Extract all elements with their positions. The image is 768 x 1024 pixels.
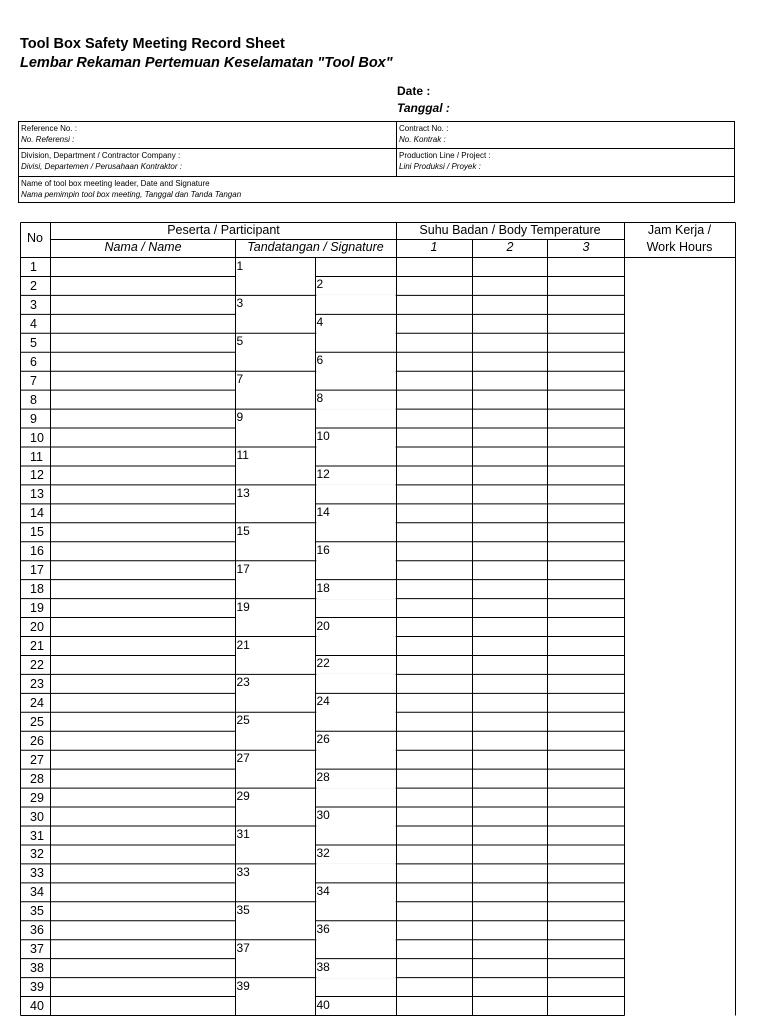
signature-slot-number: 23 <box>236 675 250 690</box>
signature-slot-number: 38 <box>316 959 330 974</box>
signature-slot-number: 15 <box>236 523 250 538</box>
signature-slot-number: 21 <box>236 637 250 652</box>
row-number: 17 <box>30 563 44 578</box>
row-number: 19 <box>30 601 44 616</box>
reference-label: Reference No. : <box>21 124 78 133</box>
row-number: 11 <box>30 449 43 464</box>
row-number: 35 <box>30 904 44 919</box>
signature-slot-number: 19 <box>236 599 250 614</box>
signature-slot-number: 8 <box>316 391 324 406</box>
signature-slot-number: 20 <box>316 618 330 633</box>
signature-slot-number: 11 <box>236 448 249 462</box>
signature-slot-number: 13 <box>236 485 250 500</box>
signature-slot-number: 17 <box>236 561 250 576</box>
row-number: 7 <box>30 373 37 388</box>
row-number: 27 <box>30 752 44 767</box>
name-header: Nama / Name <box>104 240 182 254</box>
signature-slot-number: 9 <box>236 410 244 425</box>
row-number: 37 <box>30 942 44 957</box>
contract-label: Contract No. : <box>399 124 449 133</box>
signature-slot-number: 30 <box>316 808 330 823</box>
row-number: 39 <box>30 980 44 995</box>
signature-slot-number: 36 <box>316 921 330 936</box>
row-number: 12 <box>30 468 44 483</box>
row-number: 4 <box>30 316 37 331</box>
tanggal-label: Tanggal : <box>397 101 450 115</box>
row-number: 32 <box>30 847 44 862</box>
signature-slot-number: 10 <box>316 429 330 444</box>
leader-label: Name of tool box meeting leader, Date and Signature <box>21 179 210 188</box>
row-number: 30 <box>30 809 44 824</box>
row-number: 8 <box>30 392 37 407</box>
division-field[interactable] <box>19 149 184 176</box>
signature-slot-number: 25 <box>236 713 250 728</box>
participant-header: Peserta / Participant <box>167 223 280 237</box>
row-number: 14 <box>30 506 44 521</box>
division-label-id: Divisi, Departemen / Perusahaan Kontraktor : <box>21 162 182 171</box>
signature-slot-number: 12 <box>316 466 330 481</box>
row-number: 18 <box>30 582 44 597</box>
row-number: 24 <box>30 695 44 710</box>
row-number: 10 <box>30 430 44 445</box>
signature-slot-number: 37 <box>236 940 250 955</box>
leader-label-id: Nama pemimpin tool box meeting, Tanggal dan Tanda Tangan <box>21 190 242 199</box>
signature-slot-number: 40 <box>316 997 330 1012</box>
signature-slot-number: 29 <box>236 789 250 804</box>
temp-col-3-header: 3 <box>582 240 590 254</box>
production-label: Production Line / Project : <box>399 151 491 160</box>
no-header: No <box>27 231 43 245</box>
row-number: 2 <box>30 278 37 293</box>
work-hours-header-line2: Work Hours <box>646 240 713 254</box>
signature-slot-number: 1 <box>236 258 244 273</box>
division-label: Division, Department / Contractor Company : <box>21 151 181 160</box>
info-box <box>18 121 735 203</box>
signature-slot-number: 14 <box>316 504 330 519</box>
row-number: 16 <box>30 544 44 559</box>
page-subtitle: Lembar Rekaman Pertemuan Keselamatan "Tool Box" <box>20 55 393 71</box>
signature-slot-number: 34 <box>316 883 330 898</box>
row-number: 34 <box>30 885 44 900</box>
signature-slot-number: 32 <box>316 845 330 860</box>
row-number: 23 <box>30 676 44 691</box>
signature-slot-number: 26 <box>316 732 330 747</box>
info-row-reference <box>19 122 734 149</box>
reference-label-id: No. Referensi : <box>21 135 75 144</box>
row-number: 15 <box>30 525 44 540</box>
signature-slot-number: 6 <box>316 353 324 368</box>
signature-slot-number: 24 <box>316 694 330 709</box>
signature-slot-number: 33 <box>236 864 250 879</box>
signature-slot-number: 28 <box>316 770 330 785</box>
leader-field[interactable] <box>19 177 734 203</box>
signature-slot-number: 5 <box>236 334 244 349</box>
row-number: 5 <box>30 335 37 350</box>
row-number: 1 <box>30 260 37 274</box>
page-title: Tool Box Safety Meeting Record Sheet <box>20 36 285 52</box>
signature-slot-number: 31 <box>236 827 250 841</box>
row-number: 22 <box>30 657 44 672</box>
production-field[interactable] <box>396 149 493 176</box>
signature-slot-number: 27 <box>236 751 250 766</box>
signature-slot-number: 35 <box>236 902 250 917</box>
row-number: 31 <box>30 828 44 843</box>
row-number: 13 <box>30 487 44 502</box>
row-number: 40 <box>30 999 44 1014</box>
row-number: 21 <box>30 639 44 653</box>
signature-slot-number: 7 <box>236 372 244 387</box>
row-number: 38 <box>30 961 44 976</box>
temp-col-1-header: 1 <box>430 240 438 254</box>
row-number: 33 <box>30 866 44 881</box>
temp-col-2-header: 2 <box>506 240 514 254</box>
row-number: 26 <box>30 733 44 748</box>
production-label-id: Lini Produksi / Proyek : <box>399 162 481 171</box>
signature-slot-number: 3 <box>236 296 244 311</box>
row-number: 36 <box>30 923 44 938</box>
signature-slot-number: 39 <box>236 978 250 993</box>
temperature-header: Suhu Badan / Body Temperature <box>419 223 601 237</box>
row-number: 25 <box>30 714 44 729</box>
signature-header: Tandatangan / Signature <box>247 240 384 254</box>
row-number: 29 <box>30 790 44 805</box>
contract-field[interactable] <box>396 122 450 148</box>
row-number: 3 <box>30 297 37 312</box>
date-label: Date : <box>397 84 431 98</box>
reference-field[interactable] <box>19 122 79 148</box>
row-number: 6 <box>30 354 37 369</box>
signature-slot-number: 2 <box>316 277 324 292</box>
signature-slot-number: 16 <box>316 542 330 557</box>
row-number: 20 <box>30 620 44 635</box>
work-hours-header-line1: Jam Kerja / <box>647 223 712 237</box>
signature-slot-number: 18 <box>316 580 330 595</box>
contract-label-id: No. Kontrak : <box>399 135 446 144</box>
info-row-division <box>19 149 734 177</box>
info-row-leader <box>19 177 734 203</box>
signature-slot-number: 4 <box>316 315 324 330</box>
row-number: 9 <box>30 411 37 426</box>
row-number: 28 <box>30 771 44 786</box>
signature-slot-number: 22 <box>316 656 330 671</box>
